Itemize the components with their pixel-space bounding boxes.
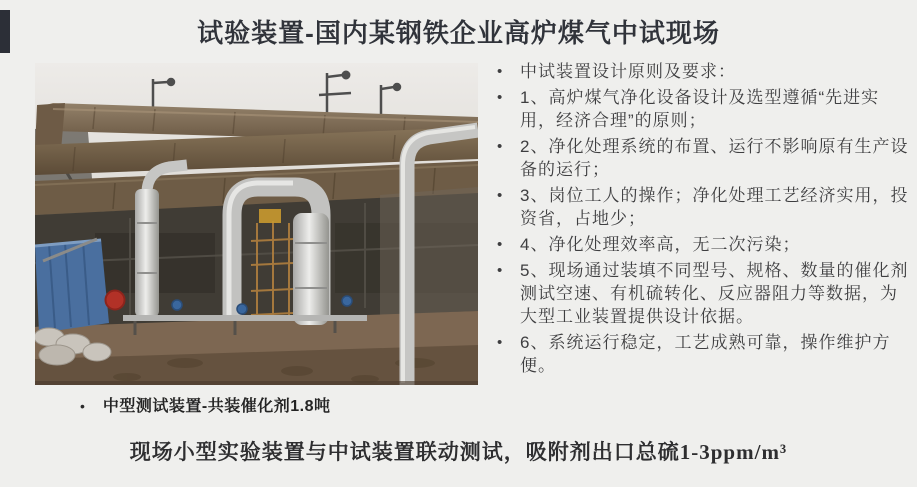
photo-caption-text: 中型测试装置-共装催化剂1.8吨 <box>102 398 331 415</box>
principle-item-3: • 3、岗位工人的操作；净化处理工艺经济实用，投资省，占地少； <box>490 184 910 230</box>
bullet-icon: • <box>80 398 85 414</box>
footer-summary: 现场小型实验装置与中试装置联动测试，吸附剂出口总硫1-3ppm/m³ <box>129 440 788 464</box>
page-title: 试验装置-国内某钢铁企业高炉煤气中试现场 <box>197 18 720 48</box>
site-photo-illustration <box>35 63 478 385</box>
principle-item-1: • 1、高炉煤气净化设备设计及选型遵循“先进实用，经济合理”的原则； <box>490 86 910 132</box>
principles-list <box>490 60 910 380</box>
principle-item-0: • 中试装置设计原则及要求： <box>490 60 910 83</box>
principle-item-2: • 2、净化处理系统的布置、运行不影响原有生产设备的运行； <box>490 135 910 181</box>
site-photo <box>35 63 478 385</box>
principle-item-5: • 5、现场通过装填不同型号、规格、数量的催化剂测试空速、有机硫转化、反应器阻力等数据，为大型工业装置提供设计依据。 <box>490 259 910 328</box>
principle-item-6: • 6、系统运行稳定，工艺成熟可靠，操作维护方便。 <box>490 331 910 377</box>
photo-caption <box>80 396 480 417</box>
principle-item-4: • 4、净化处理效率高，无二次污染； <box>490 233 910 256</box>
